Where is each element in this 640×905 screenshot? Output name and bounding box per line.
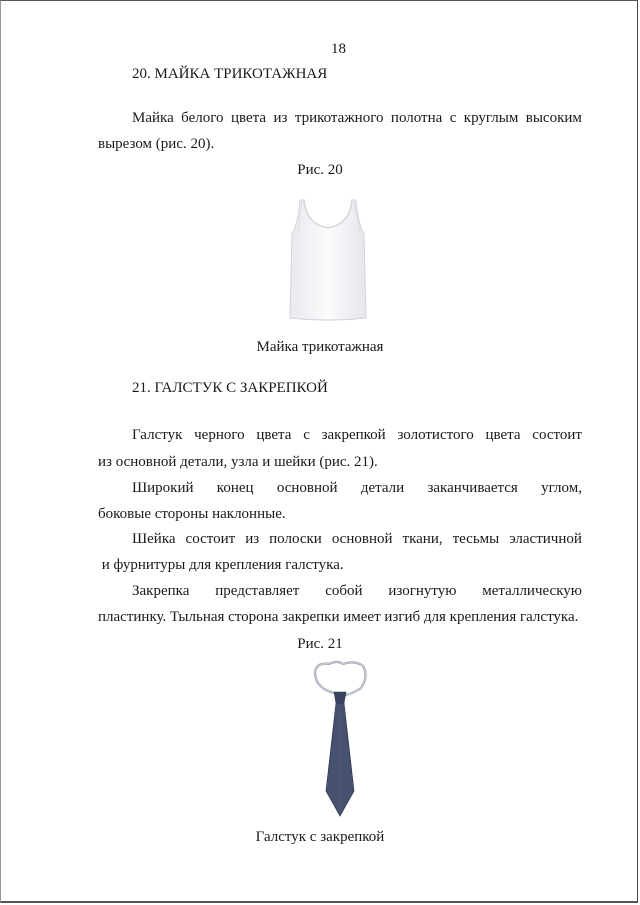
figure-21-label: Рис. 21	[297, 636, 343, 652]
section-21-heading: 21. ГАЛСТУК С ЗАКРЕПКОЙ	[132, 380, 328, 396]
word: белого	[181, 110, 224, 126]
word: черного	[194, 427, 245, 443]
word: Шейка	[132, 531, 176, 547]
word: трикотажного	[294, 110, 384, 126]
word: тесьмы	[452, 531, 500, 547]
word: полоски	[269, 531, 322, 547]
section-21-p4-line-1	[132, 582, 582, 600]
word: цвета	[485, 427, 521, 443]
word: закрепкой	[321, 427, 386, 443]
word: из	[273, 110, 288, 126]
word: Майка	[132, 110, 174, 126]
word: цвета	[256, 427, 292, 443]
word: изогнутую	[388, 583, 457, 599]
word: детали	[360, 480, 405, 496]
page-number: 18	[331, 41, 346, 57]
word: с	[449, 110, 457, 126]
figure-20-label: Рис. 20	[297, 162, 343, 178]
word: собой	[325, 583, 363, 599]
word: полотна	[390, 110, 443, 126]
word: основной	[276, 480, 338, 496]
section-21-p3-line-1	[132, 530, 582, 548]
word: конец	[216, 480, 254, 496]
section-21-p1-line-2: из основной детали, узла и шейки (рис. 21).	[98, 454, 378, 470]
section-21-p2-line-2: боковые стороны наклонные.	[98, 506, 286, 522]
word: представляет	[215, 583, 300, 599]
word: из	[245, 531, 260, 547]
section-21-p1-line-1	[132, 426, 582, 444]
word: состоит	[532, 427, 582, 443]
word: эластичной	[509, 531, 582, 547]
word: Галстук	[132, 427, 183, 443]
word: ткани,	[402, 531, 443, 547]
section-20-paragraph-line-2: вырезом (рис. 20).	[98, 136, 215, 152]
word: высоким	[525, 110, 582, 126]
tank-top-image	[284, 194, 374, 324]
word: золотистого	[397, 427, 474, 443]
word: металлическую	[482, 583, 582, 599]
necktie-image	[309, 656, 371, 821]
word: состоит	[185, 531, 236, 547]
word: Закрепка	[132, 583, 190, 599]
word: углом,	[541, 480, 582, 496]
word: Широкий	[132, 480, 194, 496]
figure-20-caption: Майка трикотажная	[256, 339, 384, 355]
section-21-p2-line-1	[132, 479, 582, 497]
word: с	[303, 427, 310, 443]
word: цвета	[230, 110, 267, 126]
word: основной	[331, 531, 393, 547]
section-20-paragraph-line-1	[132, 109, 582, 127]
section-21-p3-line-2: и фурнитуры для крепления галстука.	[98, 557, 344, 573]
word: заканчивается	[427, 480, 518, 496]
section-20-heading: 20. МАЙКА ТРИКОТАЖНАЯ	[132, 66, 328, 82]
figure-21-caption: Галстук с закрепкой	[255, 829, 385, 845]
section-21-p4-line-2: пластинку. Тыльная сторона закрепки имеет изгиб для крепления галстука.	[98, 609, 579, 625]
word: круглым	[463, 110, 519, 126]
